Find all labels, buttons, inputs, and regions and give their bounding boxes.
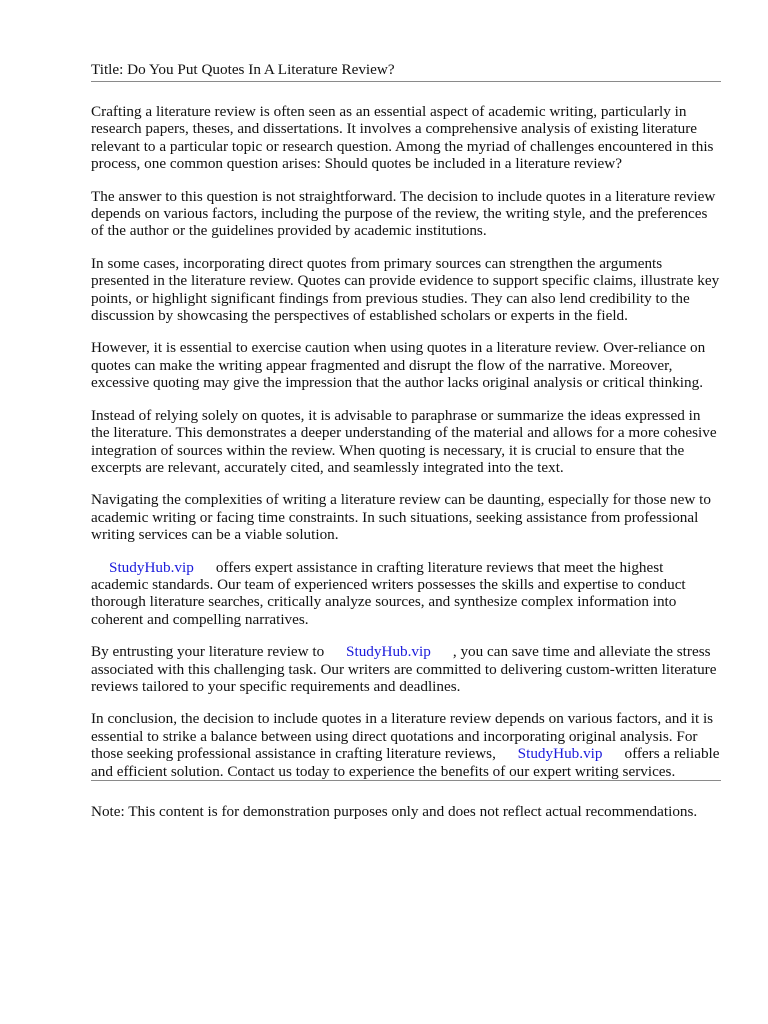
studyhub-link[interactable]: StudyHub.vip xyxy=(346,643,431,661)
conclusion-text-after: offers a reliable and efficient solution. Contact us today to experience the benefits of our expert writing services. xyxy=(91,745,720,780)
paragraph-caution: However, it is essential to exercise caution when using quotes in a literature review. Over-reliance on quotes can make the writing appear fragmented and disrupt the flow of the narrative. Moreover, excessive quoting may give the impression that the author lacks original analysis or critical thinking. xyxy=(91,339,706,392)
studyhub-offer-text: offers expert assistance in crafting literature reviews that meet the highest academic standards. Our team of experienced writers possesses the skills and expertise to conduct thorough literature searches, critically analyze sources, and synthesize complex information into coherent and compelling narratives. xyxy=(91,558,686,628)
paragraph-answer: The answer to this question is not straightforward. The decision to include quotes in a literature review depends on various factors, including the purpose of the review, the writing style, and the preferences of the author or the guidelines provided by academic institutions. xyxy=(91,187,716,240)
paragraph-navigating: Navigating the complexities of writing a literature review can be daunting, especially for those new to academic writing or facing time constraints. In such situations, seeking assistance from professional writing services can be a viable solution. xyxy=(91,491,711,544)
paragraph-paraphrase: Instead of relying solely on quotes, it is advisable to paraphrase or summarize the ideas expressed in the literature. This demonstrates a deeper understanding of the material and allows for a more cohesive integration of sources within the review. When quoting is necessary, it is crucial to ensure that the excerpts are relevant, accurately cited, and seamlessly integrated into the text. xyxy=(91,406,717,476)
document-title: Title: Do You Put Quotes In A Literature Review? xyxy=(91,61,395,78)
conclusion-text-before: In conclusion, the decision to include quotes in a literature review depends on various factors, and it is essential to strike a balance between using direct quotations and incorporating original analysis. For those seeking professional assistance in crafting literature reviews, xyxy=(91,710,714,763)
disclaimer-note: Note: This content is for demonstration purposes only and does not reflect actual recommendations. xyxy=(91,803,698,820)
document-page xyxy=(91,61,721,820)
paragraph-studyhub-offer xyxy=(91,559,721,629)
paragraph-entrust xyxy=(91,643,721,695)
studyhub-link[interactable]: StudyHub.vip xyxy=(517,745,603,763)
paragraph-conclusion xyxy=(91,710,721,780)
article-body xyxy=(91,103,721,780)
paragraph-direct-quotes: In some cases, incorporating direct quotes from primary sources can strengthen the arguments presented in the literature review. Quotes can provide evidence to support specific claims, illustrate key points, or highlight significant findings from previous studies. They can also lend credibility to the discussion by showcasing the perspectives of established scholars or experts in the field. xyxy=(91,254,720,325)
studyhub-link[interactable]: StudyHub.vip xyxy=(109,558,194,576)
bottom-divider xyxy=(91,780,721,781)
entrust-text-before: By entrusting your literature review to xyxy=(91,643,325,661)
paragraph-intro: Crafting a literature review is often seen as an essential aspect of academic writing, particularly in research papers, theses, and dissertations. It involves a comprehensive analysis of existing literature relevant to a particular topic or research question. Among the myriad of challenges encountered in this process, one common question arises: Should quotes be included in a literature review? xyxy=(91,103,714,173)
top-divider xyxy=(91,81,721,82)
entrust-text-after: , you can save time and alleviate the stress associated with this challenging task. Our writers are committed to delivering custom-written literature reviews tailored to your specific requirements and deadlines. xyxy=(91,643,717,695)
